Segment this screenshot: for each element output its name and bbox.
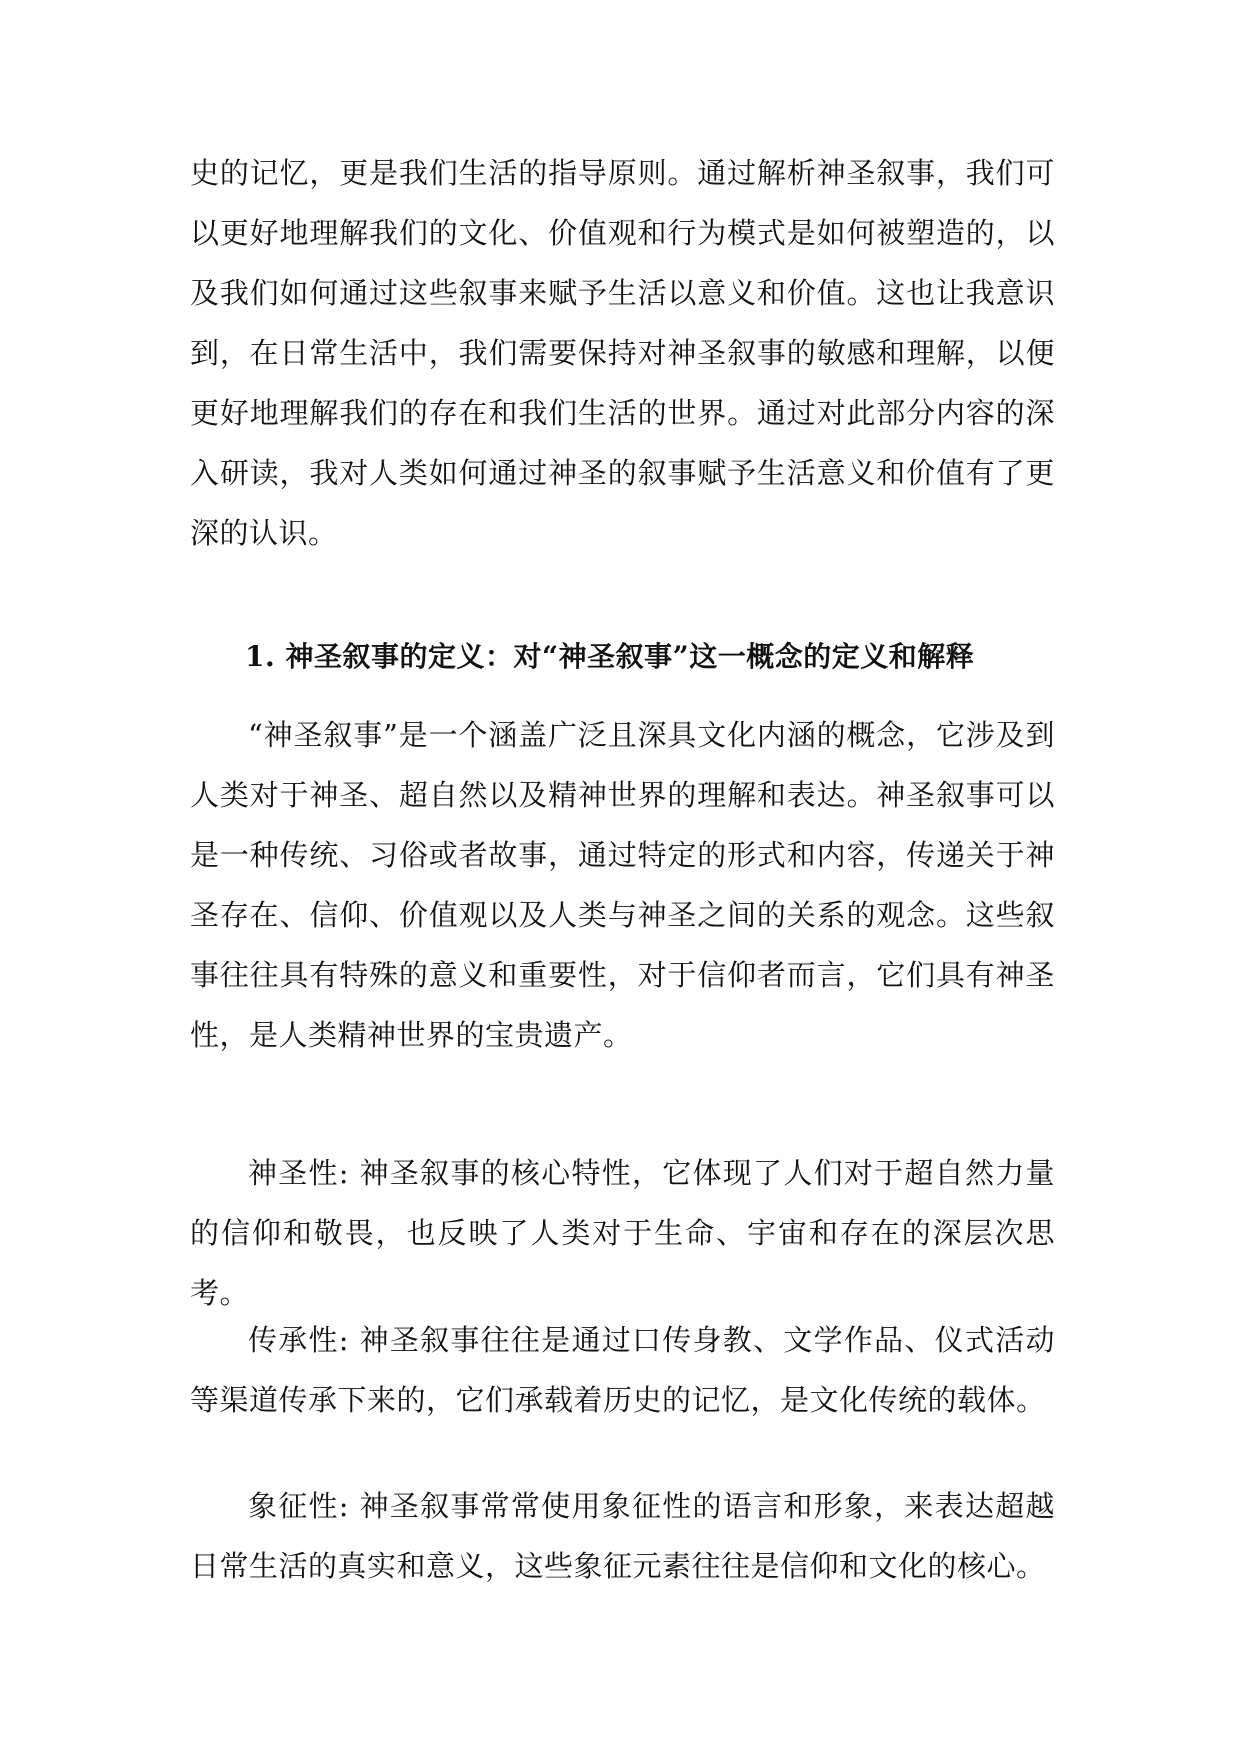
inheritance-paragraph-text: 传承性: 神圣叙事往往是通过口传身教、文学作品、仪式活动等渠道传承下来的，它们承载着历史的记忆，是文化传统的载体。 <box>190 1323 1055 1417</box>
intro-paragraph-text: 史的记忆，更是我们生活的指导原则。通过解析神圣叙事，我们可以更好地理解我们的文化、价值观和行为模式是如何被塑造的，以及我们如何通过这些叙事来赋予生活以意义和价值。这也让我意识到，在日常生活中，我们需要保持对神圣叙事的敏感和理解，以便更好地理解我们的存在和我们生活的世界。通过对此部分内容的深入研读，我对人类如何通过神圣的叙事赋予生活意义和价值有了更深的认识。 <box>190 156 1055 550</box>
section-heading <box>245 627 1065 687</box>
definition-paragraph <box>190 705 1055 1065</box>
section-heading-text: 1. 神圣叙事的定义：对“神圣叙事”这一概念的定义和解释 <box>245 640 975 673</box>
symbolism-paragraph <box>190 1476 1055 1596</box>
definition-paragraph-text: “神圣叙事”是一个涵盖广泛且深具文化内涵的概念，它涉及到人类对于神圣、超自然以及精神世界的理解和表达。神圣叙事可以是一种传统、习俗或者故事，通过特定的形式和内容，传递关于神圣存在、信仰、价值观以及人类与神圣之间的关系的观念。这些叙事往往具有特殊的意义和重要性，对于信仰者而言，它们具有神圣性，是人类精神世界的宝贵遗产。 <box>190 718 1055 1052</box>
inheritance-paragraph <box>190 1310 1055 1430</box>
sacredness-paragraph-text: 神圣性: 神圣叙事的核心特性，它体现了人们对于超自然力量的信仰和敬畏，也反映了人类对于生命、宇宙和存在的深层次思考。 <box>190 1156 1055 1310</box>
sacredness-paragraph <box>190 1143 1055 1323</box>
symbolism-paragraph-text: 象征性: 神圣叙事常常使用象征性的语言和形象，来表达超越日常生活的真实和意义，这些象征元素往往是信仰和文化的核心。 <box>190 1489 1055 1583</box>
intro-paragraph <box>190 143 1055 563</box>
